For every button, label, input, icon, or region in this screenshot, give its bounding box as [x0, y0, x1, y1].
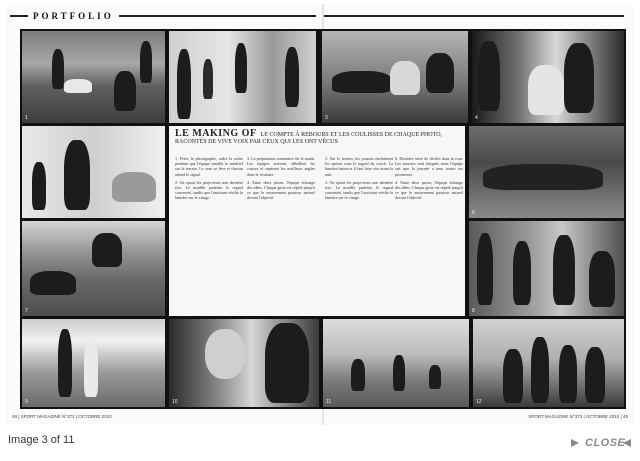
photo-number: 3: [325, 115, 328, 121]
article-title-lead: LE MAKING OF: [175, 128, 257, 139]
photo-grid: [20, 29, 626, 409]
photo-10: [169, 319, 319, 407]
photo-number: 2: [172, 115, 175, 121]
article-column-2: [247, 156, 315, 201]
photo-number: 5: [25, 210, 28, 216]
photo-5: [22, 126, 165, 218]
column-paragraph: 6. Dernière série de clichés dans la cour. Les sourires sont fatigués mais l'équipe sait que la journée a tenu toutes ses promesses.: [395, 156, 463, 177]
article-title: [175, 130, 461, 146]
photo-7: [22, 221, 165, 316]
header-rule-right: [324, 15, 624, 17]
photo-number: 12: [476, 399, 482, 405]
column-paragraph: 4. Entre deux prises, l'équipe échange des idées. Chaque geste est répété jusqu'à ce que le mouvement paraisse naturel devant l'objectif.: [395, 179, 463, 201]
article-title-rest: LE COMPTE À REBOURS ET LES COULISSES DE CHAQUE PHOTO, RACONTÉS DE VIVE VOIX PAR CEUX QUI LES ONT VÉCUS: [175, 132, 443, 145]
close-button-label: CLOSE: [585, 437, 626, 449]
arrow-right-icon: [571, 439, 579, 447]
article-column-3: [325, 156, 393, 201]
photo-12: [473, 319, 624, 407]
folio-left: 48 | SPORT MAGAZINE N°372 | OCTOBRE 2010: [12, 414, 112, 419]
column-paragraph: 2. On ajuste les projecteurs une dernière fois. Le modèle patiente, le regard concentré, tandis que l'assistant vérifie la lumière sur le visage.: [325, 179, 393, 201]
column-paragraph: 3. La préparation commence tôt le matin. Les équipes arrivent, déballent les caisses et repèrent les meilleurs angles dans le vestiaire.: [247, 156, 315, 177]
photo-6: [469, 126, 624, 218]
photo-1: [22, 31, 165, 123]
column-paragraph: 4. Entre deux prises, l'équipe échange des idées. Chaque geste est répété jusqu'à ce que le mouvement paraisse naturel devant l'objectif.: [247, 179, 315, 201]
photo-2: [169, 31, 316, 123]
section-label: PORTFOLIO: [28, 10, 119, 22]
article-column-4: [395, 156, 463, 201]
photo-number: 8: [472, 308, 475, 314]
folio-right: SPORT MAGAZINE N°372 | OCTOBRE 2010 | 49: [528, 414, 628, 419]
photo-number: 1: [25, 115, 28, 121]
image-counter: Image 3 of 11: [8, 434, 75, 446]
arrow-left-icon: [623, 439, 631, 447]
close-button[interactable]: [571, 436, 631, 450]
photo-number: 11: [326, 399, 332, 405]
magazine-spread: [6, 4, 634, 425]
photo-8: [469, 221, 624, 316]
article-column-1: [175, 156, 243, 201]
article-block: [169, 126, 465, 316]
photo-number: 7: [25, 308, 28, 314]
photo-9: [22, 319, 165, 407]
column-paragraph: 1. Peter, le photographe, cadre la scène pendant que l'équipe installe le matériel sur le terrain. Le vent se lève et chacun attend le signal.: [175, 156, 243, 177]
section-header-right: [6, 4, 634, 16]
photo-3: [322, 31, 468, 123]
column-paragraph: 5. Sur le terrain, les joueurs enchaînent les sprints sous le regard du coach. La lumière baisse et il faut faire vite avant la nuit.: [325, 156, 393, 177]
photo-11: [323, 319, 469, 407]
photo-number: 4: [475, 115, 478, 121]
photo-number: 9: [25, 399, 28, 405]
column-paragraph: 2. On ajuste les projecteurs une dernière fois. Le modèle patiente, le regard concentré, tandis que l'assistant vérifie la lumière sur le visage.: [175, 179, 243, 201]
photo-4: [472, 31, 624, 123]
photo-number: 6: [472, 210, 475, 216]
photo-number: 10: [172, 399, 178, 405]
